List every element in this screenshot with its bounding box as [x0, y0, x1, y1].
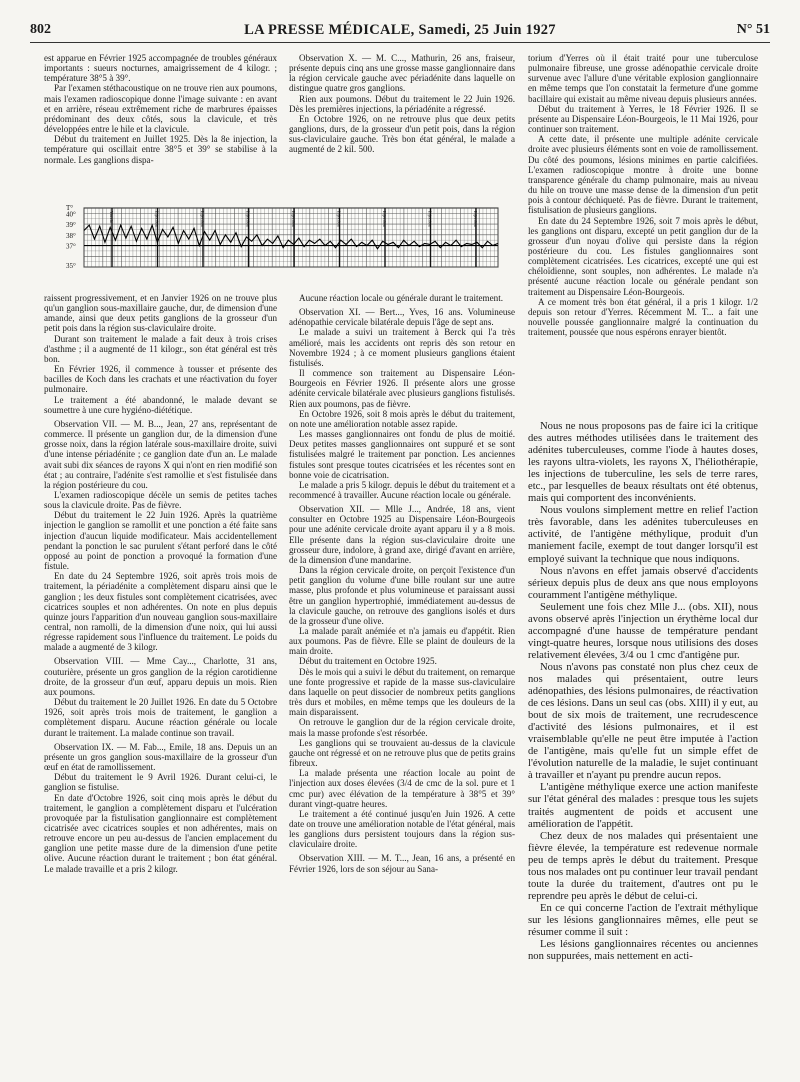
- temperature-chart: [62, 205, 502, 285]
- paragraph: Dès le mois qui a suivi le début du traitement, on remarque une fonte progressive et rapide de la masse sus-claviculaire dans laquelle on peut dissocier de nombreux petits ganglions très durs et mobiles, en même temps que les douleurs de la main disparaissent.: [289, 666, 515, 718]
- paragraph: L'antigène méthylique exerce une action manifeste sur l'état général des malades : presque tous les sujets traités augmentent de poids et accusent une amélioration de l'appétit.: [528, 782, 758, 830]
- paragraph: Dans la région cervicale droite, on perçoit l'existence d'un petit ganglion du volume d'une bille roulant sur une autre masse, plus profonde et plus volumineuse et paraissant aussi être un ganglion hypertrophié, immédiatement au-dessus de la clavicule gauche, on retrouve des ganglions isolés et durs de la grosseur d'une olive.: [289, 565, 515, 626]
- paragraph: A cette date, il présente une multiple adénite cervicale droite avec plusieurs éléments sont en voie de ramollissement. Du côté des poumons, lésions minimes en partie calcifiées. L'examen radioscopique montre à droite une bonne transparence générale du champ pulmonaire, mais au niveau du hile on trouve une masse dense de la dimension d'un petit pois à contour déchiqueté. Pas de fièvre. Durant le traitement, fistulisation de plusieurs ganglions.: [528, 134, 758, 216]
- paragraph: Début du traitement le 9 Avril 1926. Durant celui-ci, le ganglion se fistulise.: [44, 772, 277, 793]
- observation-paragraph: Observation VII. — M. B..., Jean, 27 ans, représentant de commerce. Il présente un ganglion dur, de la dimension d'une grosse noix, dans la région latérale sous-maxillaire droite, suivi d'une intense périadénite ; ce ganglion date d'un an. Le malade avait subi dix séances de rayons X qui n'ont en rien modifié son état ; au contraire, l'adénite s'est ramollie et s'est fistulisée dans la région postérieure du cou.: [44, 418, 277, 490]
- column-1-bottom: [44, 293, 277, 1063]
- injection-marker-label: Injection: [291, 211, 296, 227]
- observation-paragraph: Observation IX. — M. Fab..., Emile, 18 ans. Depuis un an présente un gros ganglion sous-maxillaire de la grosseur d'un œuf en état de ramollissement.: [44, 741, 277, 773]
- injection-marker-label: Injection: [245, 211, 251, 227]
- paragraph: Le traitement a été abandonné, le malade devant se soumettre à une cure hygiéno-diététique.: [44, 394, 277, 415]
- observation-paragraph: Observation VIII. — Mme Cay..., Charlotte, 31 ans, couturière, présente un gros ganglion de la région carotidienne droite, de la grosseur d'un œuf, apparu depuis un mois. Rien aux poumons.: [44, 656, 277, 697]
- paragraph: En Octobre 1926, soit 8 mois après le début du traitement, on note une amélioration notable assez rapide.: [289, 408, 515, 429]
- column-2-bottom: [289, 293, 515, 1063]
- observation-paragraph: Observation X. — M. C..., Mathurin, 26 ans, fraiseur, présente depuis cinq ans une grosse masse ganglionnaire dans la région cervicale gauche avec périadénite dans laquelle on distingue quatre gros ganglions.: [289, 53, 515, 94]
- paragraph: Début du traitement à Yerres, le 18 Février 1926. Il se présente au Dispensaire Léon-Bourgeois, le 11 Mai 1926, pour continuer son traitement.: [528, 103, 758, 135]
- paragraph: Par l'examen stéthacoustique on ne trouve rien aux poumons, mais l'examen radioscopique donne l'image suivante : en avant et en arrière, réseau extrêmement riche de marbrures épaisses prédominant des deux côtés, sous la clavicule, et très développées entre le hile et la clavicule.: [44, 83, 277, 135]
- column-3-top: [528, 53, 758, 413]
- page-number: 802: [30, 22, 51, 37]
- injection-marker-label: Injection: [473, 211, 478, 227]
- observation-paragraph: Observation XIII. — M. T..., Jean, 16 ans, a présenté en Février 1926, lors de son séjour au Sana-: [289, 853, 515, 874]
- paragraph: Seulement une fois chez Mlle J... (obs. XII), nous avons observé après l'injection un érythème local dur accompagné d'une hausse de température pendant vingt-quatre heures, lorsque nous utilisions des doses relativement élevées, 3/4 ou 1 cmc d'antigène pur.: [528, 601, 758, 661]
- y-axis-label: 35°: [66, 261, 76, 270]
- paragraph: Durant son traitement le malade a fait deux à trois crises d'asthme ; il a augmenté de 11 kilogr., son état général est très bon.: [44, 333, 277, 364]
- paragraph: En date du 24 Septembre 1926, soit après trois mois de traitement, la périadénite a complètement disparu ainsi que le ganglion ; les deux fistules sont complètement cicatrisées, avec cicatrices souples et non adhérentes. On note en plus depuis quinze jours l'apparition d'un nouveau ganglion sous-maxillaire central, non ramolli, de la dimension d'une noix, qui lui aussi régresse rapidement sous l'influence du traitement. Le poids du malade a augmenté de 3 kilogr.: [44, 571, 277, 653]
- injection-marker-label: Injection: [200, 211, 205, 227]
- paragraph: Il commence son traitement au Dispensaire Léon-Bourgeois en Février 1926. Il présente alors une grosse adénite cervicale bilatérale avec plusieurs ganglions fistulisés. Rien aux poumons, pas de fièvre.: [289, 368, 515, 409]
- y-axis-label: 38°: [66, 231, 76, 240]
- paragraph: L'examen radioscopique décèle un semis de petites taches sous la clavicule droite. Pas de fièvre.: [44, 489, 277, 511]
- paragraph: On retrouve le ganglion dur de la région cervicale droite, mais la masse profonde s'est résorbée.: [289, 717, 515, 738]
- paragraph: A ce moment très bon état général, il a pris 1 kilogr. 1/2 depuis son retour d'Yerres. Récemment M. T... a fait une nouvelle poussée ganglionnaire malgré la continuation du traitement, poussée que nous espérons enrayer bientôt.: [528, 296, 758, 338]
- paragraph: Début du traitement le 22 Juin 1926. Après la quatrième injection le ganglion se ramollit et une ponction a été faite sans injection d'aucun liquide modificateur. Mais accidentellement pendant la ponction le sac purulent s'étant perforé dans le côté opposé au point de ponction a provoqué la formation d'une fistule.: [44, 510, 277, 572]
- paragraph: Nous voulons simplement mettre en relief l'action très favorable, dans les adénites tuberculeuses en activité, de l'antigène méthylique, produit d'un maniement facile, exempt de tout danger lorsqu'il est employé suivant la technique que nous indiquons.: [528, 505, 758, 565]
- paragraph: Nous n'avons en effet jamais observé d'accidents sérieux depuis plus de deux ans que nous employons couramment l'antigène méthylique.: [528, 565, 758, 601]
- paragraph: est apparue en Février 1925 accompagnée de troubles généraux importants : sueurs nocturnes, amaigrissement de 4 kilogr. ; température 38°5 à 39°.: [44, 53, 277, 84]
- observation-paragraph: Observation XI. — Bert..., Yves, 16 ans. Volumineuse adénopathie cervicale bilatérale depuis l'âge de sept ans.: [289, 307, 515, 328]
- y-axis-label: 39°: [66, 221, 76, 230]
- injection-marker-label: Injection: [427, 211, 433, 227]
- paragraph: La malade paraît anémiée et n'a jamais eu d'appétit. Rien aux poumons. Pas de fièvre. Elle se plaint de douleurs de la main droite.: [289, 626, 515, 657]
- paragraph: Les lésions ganglionnaires récentes ou anciennes non suppurées, mais nettement en acti-: [528, 939, 758, 963]
- y-axis-label: T°: [66, 205, 74, 212]
- paragraph: En Octobre 1926, on ne retrouve plus que deux petits ganglions, durs, de la grosseur d'un petit pois, dans la région sus-claviculaire gauche. Très bon état général, le malade a augmenté de 2 kil. 500.: [289, 113, 515, 155]
- column-2-top: [289, 53, 515, 203]
- y-axis-label: 37°: [66, 242, 76, 251]
- journal-title: LA PRESSE MÉDICALE, Samedi, 25 Juin 1927: [244, 22, 556, 38]
- injection-marker-label: Injection: [154, 211, 160, 227]
- paragraph: Début du traitement en Juillet 1925. Dès la 8e injection, la température qui oscillait entre 38°5 et 39° se stabilise à la normale. Les ganglions dispa-: [44, 134, 277, 165]
- paragraph: torium d'Yerres où il était traité pour une tuberculose pulmonaire fibreuse, une grosse adénopathie cervicale droite survenue avec l'allure d'une véritable explosion ganglionnaire en même temps que l'on constatait la fermeture d'une gomme bacillaire qui existait au même niveau depuis plusieurs années.: [528, 53, 758, 104]
- paragraph: Le traitement a été continué jusqu'en Juin 1926. A cette date on trouve une amélioration notable de l'état général, mais les ganglions durs persistent toujours dans la région sus-claviculaire droite.: [289, 808, 515, 850]
- running-header: [30, 22, 770, 40]
- paragraph: La malade présenta une réaction locale au point de l'injection aux doses élevées (3/4 de cmc de la sol. pure et 1 cmc pur) avec élévation de la température à 38°5 et 39° durant vingt-quatre heures.: [289, 768, 515, 809]
- paragraph: Début du traitement le 20 Juillet 1926. En date du 5 Octobre 1926, soit après trois mois de traitement, le ganglion a complètement disparu. Aucune réaction générale ou locale durant le traitement. La malade continue son travail.: [44, 697, 277, 738]
- issue-number: N° 51: [736, 22, 770, 37]
- paragraph: Rien aux poumons. Début du traitement le 22 Juin 1926. Dès les premières injections, la périadénite a régressé.: [289, 93, 515, 114]
- paragraph: Nous n'avons pas constaté non plus chez ceux de nos malades qui présentaient, outre leurs adénopathies, des lésions pulmonaires, de réactivation de ces lésions. Dans un seul cas (obs. XIII) il y eut, au bout de six mois de traitement, une recrudescence d'activité des lésions pulmonaires, et il est vraisemblable qu'elle ne peut être imputée à l'action de l'antigène, mais qu'elle fut un simple effet de l'évolution naturelle de la maladie, le sujet continuant à travailler et n'ayant pu prendre aucun repos.: [528, 661, 758, 782]
- header-rule: [30, 42, 770, 43]
- paragraph: En date d'Octobre 1926, soit cinq mois après le début du traitement, le ganglion a complètement disparu et l'ulcération provoquée par la fistulisation ganglionnaire est complètement cicatrisée avec cicatrices souples et non adhérentes, mais on retrouve encore un peu au-dessus de l'ancien emplacement du ganglion une petite masse dure de la dimension d'une petite olive. Aucune réaction durant le traitement ; bon état général. Le malade travaille et a pris 2 kilogr.: [44, 792, 277, 874]
- y-axis-label: 40°: [66, 210, 76, 219]
- injection-marker-label: Injection: [382, 211, 387, 227]
- column-3-discussion: [528, 421, 758, 1066]
- paragraph: raissent progressivement, et en Janvier 1926 on ne trouve plus qu'un ganglion sous-maxillaire gauche, dur, de dimension d'une amande, ainsi que deux petits ganglions de la grosseur d'un petit pois dans la région sus-claviculaire droite.: [44, 293, 277, 334]
- observation-paragraph: Observation XII. — Mlle J..., Andrée, 18 ans, vient consulter en Octobre 1925 au Dispensaire Léon-Bourgeois pour une adénite cervicale droite ayant apparu il y a 8 mois. Elle présente dans la région sus-claviculaire droite une grosseur dure, indolore, à grand axe, dirigé d'avant en arrière, de la dimension d'une mandarine.: [289, 504, 515, 565]
- paragraph: En date du 24 Septembre 1926, soit 7 mois après le début, les ganglions ont disparu, excepté un petit ganglion dur de la grosseur d'un noyau d'olive qui persiste dans la région postérieure du cou. Les fistules ganglionnaires sont complètement cicatrisées. Les cicatrices, excepté une qui est chéloïdienne, sont souples, non adhérentes. Le malade n'a présenté aucune réaction locale ou générale pendant son traitement au Dispensaire Léon-Bourgeois.: [528, 215, 758, 297]
- paragraph: En ce qui concerne l'action de l'extrait méthylique sur les lésions ganglionnaires mêmes, elle peut se résumer comme il suit :: [528, 902, 758, 938]
- column-1-top: [44, 53, 277, 203]
- paragraph: En Février 1926, il commence à tousser et présente des bacilles de Koch dans les crachats et une réactivation du foyer pulmonaire.: [44, 364, 277, 395]
- paragraph: Nous ne nous proposons pas de faire ici la critique des autres méthodes utilisées dans le traitement des adénites tuberculeuses, comme l'iode à hautes doses, les rayons ultra-violets, les rayons X, l'héliothérapie, les injections de tuberculine, les sels de terre rares, etc., par lesquelles de beaux résultats ont été obtenus, mais qui comportent des inconvénients.: [528, 421, 758, 505]
- injection-marker-label: Injection: [336, 211, 342, 227]
- paragraph: Les masses ganglionnaires ont fondu de plus de moitié. Deux petites masses ganglionnaires ont suppuré et se sont fistulisées malgré le traitement par ponction. Les anciennes fistules sont presque toutes cicatrisées et les récentes sont en bonne voie de cicatrisation.: [289, 429, 515, 480]
- paragraph: Le malade a pris 5 kilogr. depuis le début du traitement et a recommencé à travailler. Aucune réaction locale ou générale.: [289, 479, 515, 500]
- paragraph: Le malade a suivi un traitement à Berck qui l'a très amélioré, mais les accidents ont repris dès son retour en Novembre 1924 ; à ce moment plusieurs ganglions étaient fistulisés.: [289, 327, 515, 368]
- paragraph: Aucune réaction locale ou générale durant le traitement.: [299, 293, 504, 303]
- paragraph: Les ganglions qui se trouvaient au-dessus de la clavicule gauche ont régressé et on ne retrouve plus que de petits grains fibreux.: [289, 737, 515, 769]
- injection-marker-label: Vaccin: [109, 211, 114, 224]
- paragraph: Chez deux de nos malades qui présentaient une fièvre élevée, la température est redevenue normale peu de temps après le début du traitement. Presque tous nos malades ont pu continuer leur travail pendant toute la durée du traitement, d'autres ont pu le reprendre peu après le début de celui-ci.: [528, 830, 758, 902]
- paragraph: Début du traitement en Octobre 1925.: [299, 656, 437, 667]
